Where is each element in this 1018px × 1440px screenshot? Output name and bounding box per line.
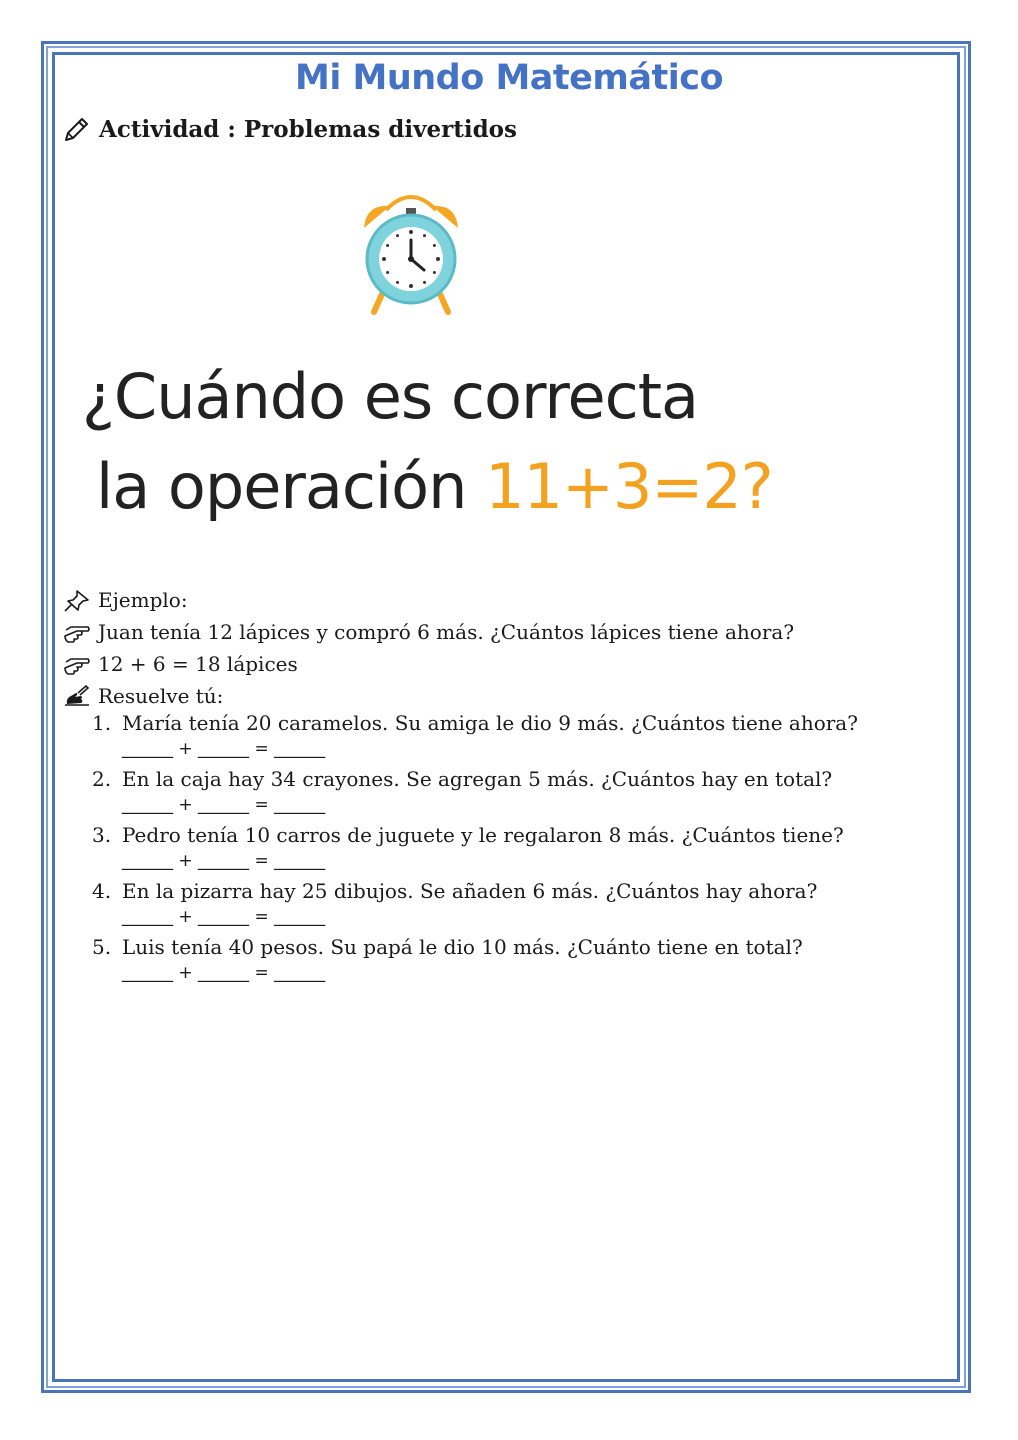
item-question: En la caja hay 34 crayones. Se agregan 5 más. ¿Cuántos hay en total?: [122, 767, 833, 791]
item-number: 2.: [92, 767, 112, 791]
exercise-label: Resuelve tú:: [98, 684, 224, 708]
example-label: Ejemplo:: [98, 588, 188, 612]
riddle-line-2: [82, 442, 773, 532]
riddle-question: [82, 352, 773, 532]
riddle-text: la operación: [96, 450, 467, 523]
item-number: 4.: [92, 879, 112, 903]
pushpin-icon: [62, 588, 92, 612]
exercise-label-row: [62, 684, 223, 708]
pencil-icon: [62, 114, 92, 144]
writing-hand-icon: [62, 684, 92, 708]
riddle-operation: 11+3=2?: [485, 450, 773, 523]
pointing-hand-icon: [62, 620, 92, 644]
alarm-clock-icon: [356, 186, 466, 316]
answer-blanks[interactable]: ______ + ______ = ______: [122, 963, 326, 983]
item-number: 3.: [92, 823, 112, 847]
example-problem-row: [62, 620, 794, 644]
answer-blanks[interactable]: ______ + ______ = ______: [122, 851, 326, 871]
riddle-line-1: ¿Cuándo es correcta: [82, 360, 699, 433]
item-question: Luis tenía 40 pesos. Su papá le dio 10 más. ¿Cuánto tiene en total?: [122, 935, 803, 959]
example-label-row: [62, 588, 188, 612]
example-answer: 12 + 6 = 18 lápices: [98, 652, 298, 676]
item-question: María tenía 20 caramelos. Su amiga le dio 9 más. ¿Cuántos tiene ahora?: [122, 711, 858, 735]
item-question: En la pizarra hay 25 dibujos. Se añaden 6 más. ¿Cuántos hay ahora?: [122, 879, 818, 903]
item-number: 5.: [92, 935, 112, 959]
activity-title: Actividad : Problemas divertidos: [99, 115, 517, 143]
answer-blanks[interactable]: ______ + ______ = ______: [122, 907, 326, 927]
pointing-hand-icon: [62, 652, 92, 676]
answer-blanks[interactable]: ______ + ______ = ______: [122, 795, 326, 815]
activity-heading: [62, 114, 517, 144]
answer-blanks[interactable]: ______ + ______ = ______: [122, 739, 326, 759]
example-problem: Juan tenía 12 lápices y compró 6 más. ¿Cuántos lápices tiene ahora?: [98, 620, 795, 644]
item-question: Pedro tenía 10 carros de juguete y le regalaron 8 más. ¿Cuántos tiene?: [122, 823, 844, 847]
page-title: Mi Mundo Matemático: [295, 58, 723, 98]
example-answer-row: [62, 652, 298, 676]
item-number: 1.: [92, 711, 112, 735]
